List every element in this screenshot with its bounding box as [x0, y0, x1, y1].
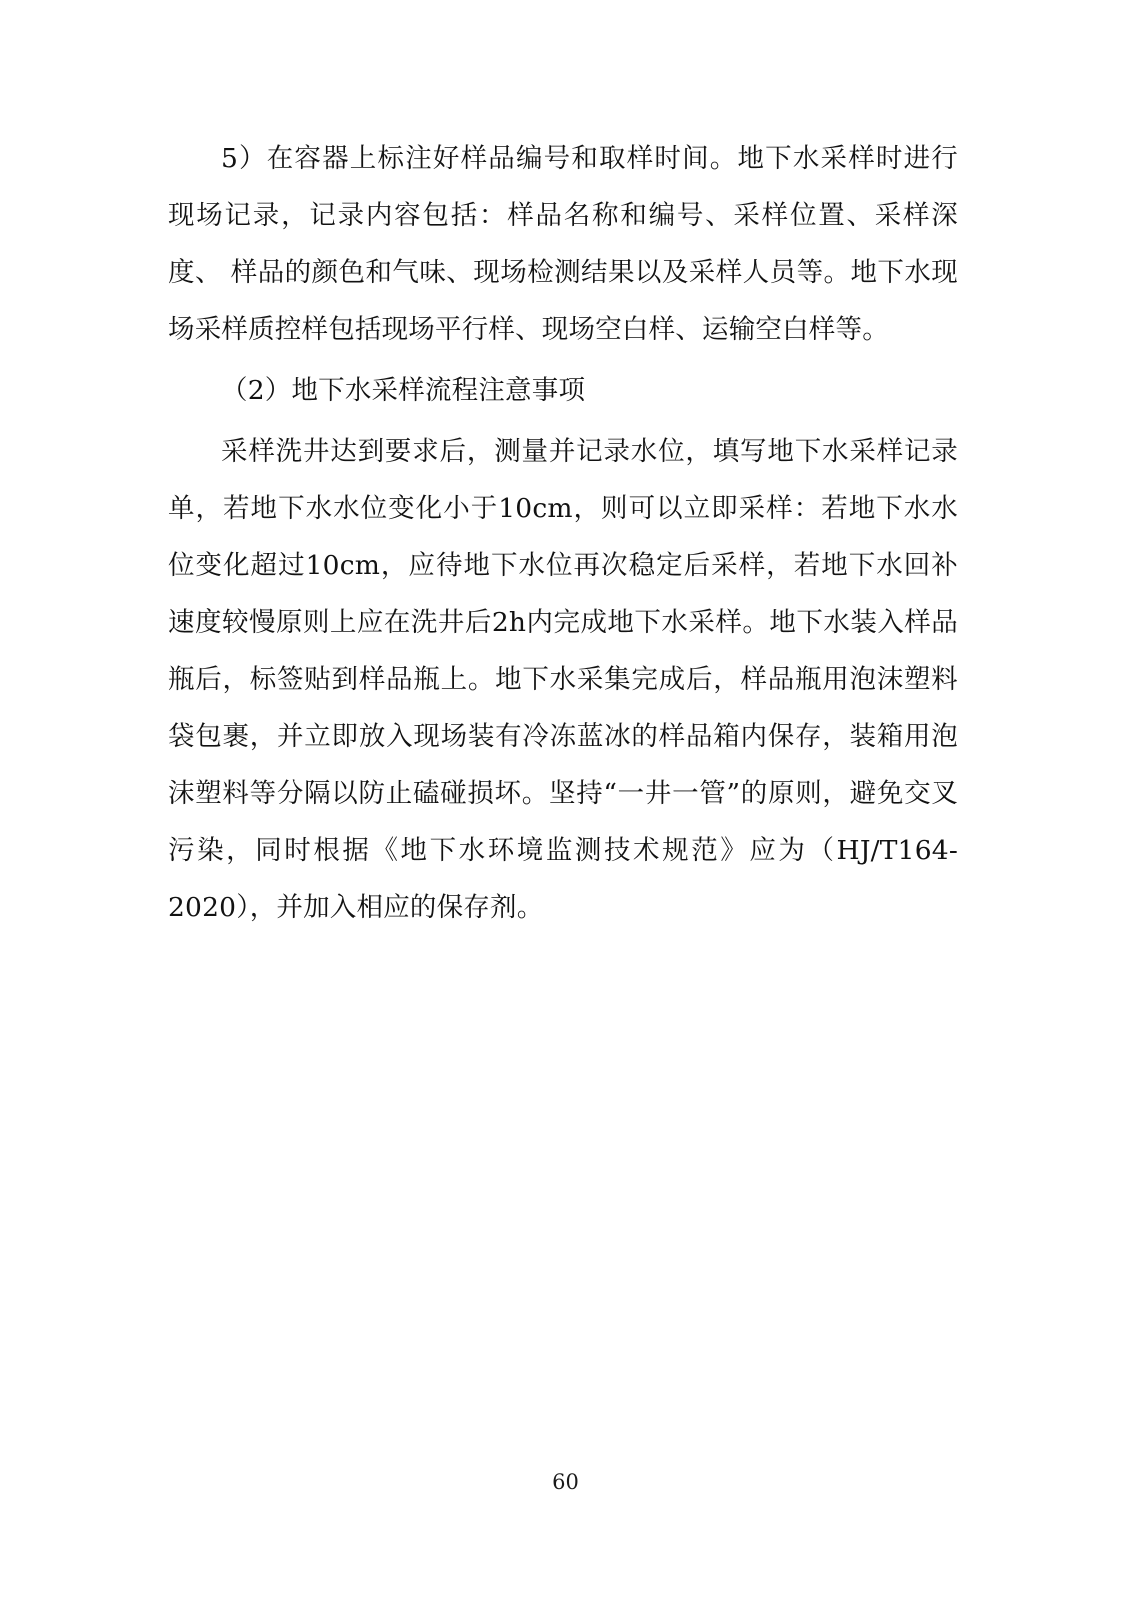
page-number: 60 — [552, 1470, 579, 1494]
paragraph-section-heading: （2）地下水采样流程注意事项 — [221, 375, 586, 406]
page-content — [168, 130, 958, 938]
paragraph-body-text: 采样洗井达到要求后，测量并记录水位，填写地下水采样记录单，若地下水水位变化小于10cm，则可以立即采样：若地下水水位变化超过10cm，应待地下水位再次稳定后采样，若地下水回补速度较慢原则上应在洗井后2h内完成地下水采样。地下水装入样品瓶后，标签贴到样品瓶上。地下水采集完成后，样品瓶用泡沫塑料袋包裹，并立即放入现场装有冷冻蓝冰的样品箱内保存，装箱用泡沫塑料等分隔以防止磕碰损坏。坚持“一井一管”的原则，避免交叉污染，同时根据《地下水环境监测技术规范》应为（HJ/T164-2020），并加入相应的保存剂。 — [168, 436, 958, 923]
paragraph-item-5: 5）在容器上标注好样品编号和取样时间。地下水采样时进行 现场记录，记录内容包括：样品名称和编号、采样位置、采样深度、 样品的颜色和气味、现场检测结果以及采样人员等。地下水现场采样质控样包括现场平行样、现场空白样、运输空白样等。 — [168, 143, 958, 345]
